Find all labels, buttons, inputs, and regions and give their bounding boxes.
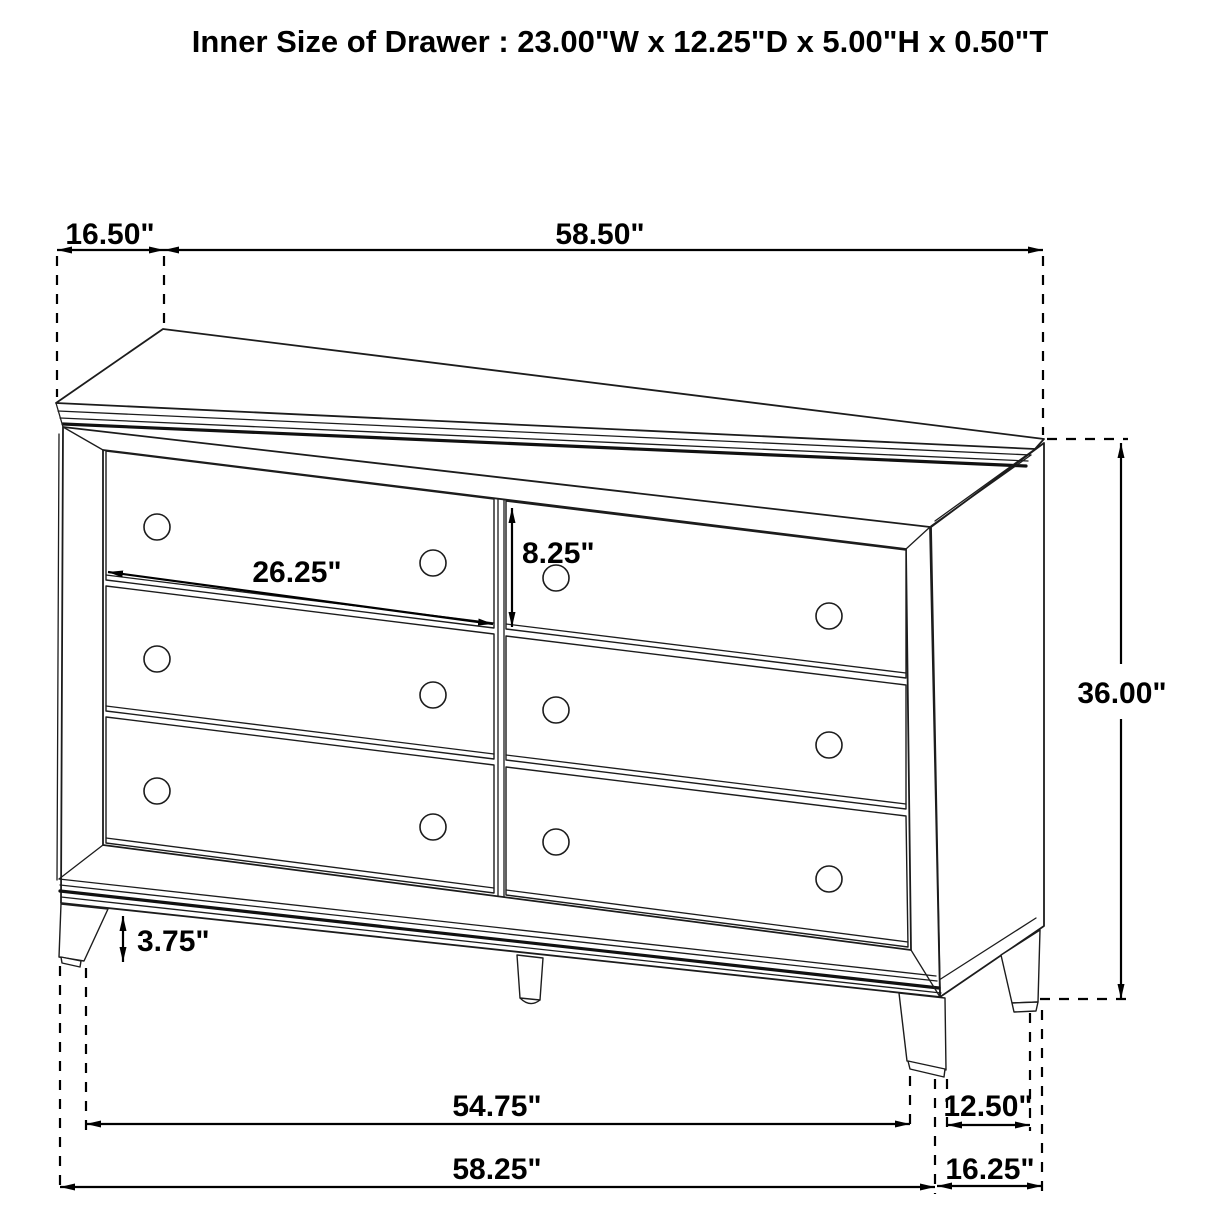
dimension-bottom-depth: [937, 1153, 1042, 1186]
overall-height-label: 36.00": [1077, 677, 1167, 710]
bottom-width-label: 58.25": [452, 1153, 542, 1186]
drawer-knob: [420, 814, 446, 840]
dimension-leg-height: [123, 916, 210, 962]
top-width-label: 58.50": [555, 218, 645, 251]
dimension-bottom-width: [60, 1153, 935, 1187]
bottom-depth-label: 16.25": [945, 1153, 1035, 1186]
dimension-overall-height: [1077, 443, 1166, 999]
page-title: Inner Size of Drawer : 23.00"W x 12.25"D x 5.00"H x 0.50"T: [191, 24, 1049, 59]
front-left-leg: [59, 904, 108, 961]
top-depth-label: 16.50": [65, 218, 155, 251]
drawer-knob: [816, 732, 842, 758]
leg-height-label: 3.75": [137, 925, 210, 958]
dimension-top-width: [164, 218, 1043, 251]
leg-depth-span-label: 12.50": [943, 1090, 1033, 1123]
drawer-knob: [816, 866, 842, 892]
drawer-knob: [543, 697, 569, 723]
drawer-knob: [420, 682, 446, 708]
dimension-top-depth: [57, 218, 164, 251]
drawer-knob: [144, 514, 170, 540]
side-panel: [927, 443, 1044, 997]
dimension-leg-depth-span: [943, 1090, 1032, 1125]
drawer-knob: [816, 603, 842, 629]
dresser-drawing: [56, 329, 1044, 1077]
drawer-knob: [420, 550, 446, 576]
drawer-height-label: 8.25": [522, 537, 595, 570]
center-leg: [517, 955, 543, 1000]
drawer-width-label: 26.25": [252, 556, 342, 589]
front-right-leg: [899, 993, 946, 1070]
front-leg-span-label: 54.75": [452, 1090, 542, 1123]
drawer-knob: [543, 829, 569, 855]
dimension-front-leg-span: [86, 1090, 910, 1124]
drawer-knob: [144, 646, 170, 672]
drawer-knob: [144, 778, 170, 804]
